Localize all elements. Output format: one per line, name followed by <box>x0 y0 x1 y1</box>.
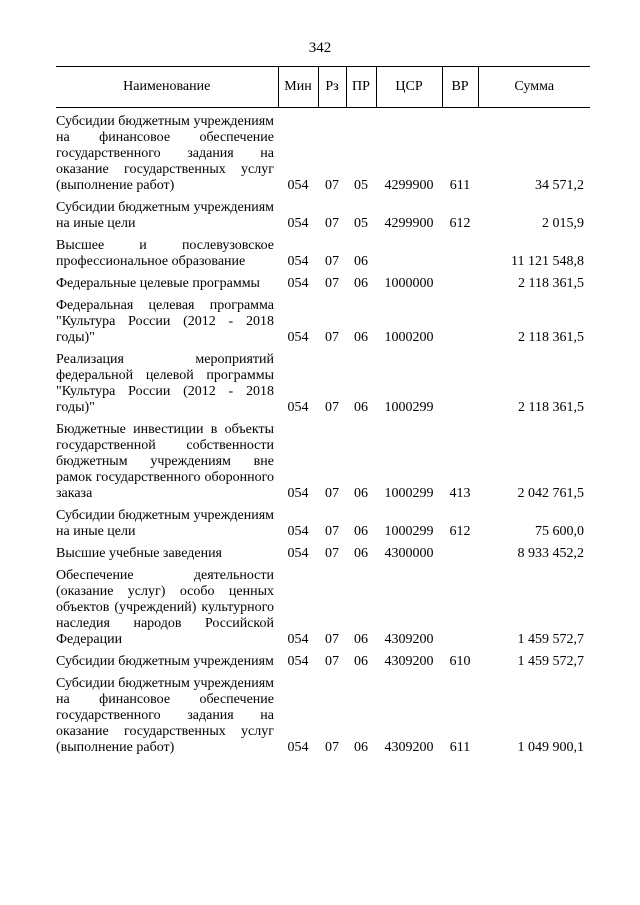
table-row <box>56 292 590 346</box>
table-row <box>56 648 590 670</box>
header-sum: Сумма <box>478 67 590 108</box>
table-row <box>56 108 590 195</box>
header-vr: ВР <box>442 67 478 108</box>
cell-csr: 1000299 <box>384 486 434 501</box>
cell-min: 054 <box>287 330 309 345</box>
cell-csr: 4299900 <box>384 216 434 231</box>
cell-vr: 413 <box>449 486 471 501</box>
cell-min: 054 <box>287 254 309 269</box>
cell-name: Высшие учебные заведения <box>56 546 222 561</box>
cell-csr: 4309200 <box>384 654 434 669</box>
cell-vr: 612 <box>449 216 471 231</box>
table-body <box>56 108 590 757</box>
cell-sum: 11 121 548,8 <box>511 254 584 269</box>
cell-min: 054 <box>287 740 309 755</box>
cell-pr: 06 <box>354 486 368 501</box>
cell-rz: 07 <box>325 330 339 345</box>
header-min: Мин <box>278 67 318 108</box>
cell-csr: 1000000 <box>384 276 434 291</box>
cell-name: Федеральная целевая программа "Культура России (2012 - 2018 годы)" <box>56 298 274 345</box>
cell-name: Субсидии бюджетным учреждениям на иные цели <box>56 200 274 231</box>
table-row <box>56 270 590 292</box>
cell-pr: 06 <box>354 740 368 755</box>
cell-sum: 75 600,0 <box>535 524 584 539</box>
cell-name: Бюджетные инвестиции в объекты государственной собственности бюджетным учреждениям вне рамок государственного оборонного заказа <box>56 422 274 501</box>
cell-rz: 07 <box>325 216 339 231</box>
cell-name: Высшее и послевузовское профессиональное образование <box>56 238 274 269</box>
cell-min: 054 <box>287 400 309 415</box>
cell-min: 054 <box>287 216 309 231</box>
cell-sum: 1 049 900,1 <box>517 740 584 755</box>
cell-pr: 06 <box>354 400 368 415</box>
cell-rz: 07 <box>325 276 339 291</box>
table-row <box>56 502 590 540</box>
header-rz: Рз <box>318 67 346 108</box>
cell-vr <box>442 346 478 416</box>
cell-csr <box>376 232 442 270</box>
cell-rz: 07 <box>325 654 339 669</box>
cell-sum: 2 118 361,5 <box>518 400 584 415</box>
table-row <box>56 194 590 232</box>
cell-pr: 05 <box>354 216 368 231</box>
cell-pr: 06 <box>354 632 368 647</box>
table-row <box>56 540 590 562</box>
cell-vr: 611 <box>449 178 471 193</box>
cell-csr: 4309200 <box>384 632 434 647</box>
cell-sum: 2 118 361,5 <box>518 330 584 345</box>
cell-name: Субсидии бюджетным учреждениям на финансовое обеспечение государственного задания на оказание государственных услуг (выполнение работ) <box>56 676 274 755</box>
cell-name: Субсидии бюджетным учреждениям на финансовое обеспечение государственного задания на оказание государственных услуг (выполнение работ) <box>56 114 274 193</box>
budget-table <box>56 66 590 756</box>
header-csr: ЦСР <box>376 67 442 108</box>
cell-sum: 34 571,2 <box>535 178 584 193</box>
cell-min: 054 <box>287 276 309 291</box>
cell-pr: 05 <box>354 178 368 193</box>
cell-pr: 06 <box>354 524 368 539</box>
table-header <box>56 67 590 108</box>
cell-vr <box>442 292 478 346</box>
cell-rz: 07 <box>325 632 339 647</box>
table-row <box>56 670 590 756</box>
cell-vr: 611 <box>449 740 471 755</box>
header-name: Наименование <box>56 67 278 108</box>
page-number: 342 <box>308 40 332 56</box>
cell-csr: 1000299 <box>384 524 434 539</box>
table-row <box>56 346 590 416</box>
cell-min: 054 <box>287 486 309 501</box>
cell-rz: 07 <box>325 546 339 561</box>
cell-rz: 07 <box>325 740 339 755</box>
cell-vr <box>442 232 478 270</box>
cell-pr: 06 <box>354 330 368 345</box>
cell-pr: 06 <box>354 546 368 561</box>
cell-rz: 07 <box>325 254 339 269</box>
cell-pr: 06 <box>354 276 368 291</box>
cell-csr: 4300000 <box>384 546 434 561</box>
cell-min: 054 <box>287 178 309 193</box>
table-row <box>56 416 590 502</box>
cell-pr: 06 <box>354 254 368 269</box>
cell-rz: 07 <box>325 524 339 539</box>
cell-name: Федеральные целевые программы <box>56 276 260 291</box>
cell-sum: 8 933 452,2 <box>517 546 584 561</box>
cell-vr <box>442 270 478 292</box>
cell-min: 054 <box>287 654 309 669</box>
cell-name: Реализация мероприятий федеральной целевой программы "Культура России (2012 - 2018 годы)" <box>56 352 274 415</box>
cell-vr: 610 <box>449 654 471 669</box>
cell-sum: 1 459 572,7 <box>517 654 584 669</box>
cell-name: Субсидии бюджетным учреждениям на иные цели <box>56 508 274 539</box>
cell-sum: 2 118 361,5 <box>518 276 584 291</box>
cell-vr: 612 <box>449 524 471 539</box>
cell-sum: 2 042 761,5 <box>517 486 584 501</box>
cell-csr: 4299900 <box>384 178 434 193</box>
cell-vr <box>442 540 478 562</box>
cell-csr: 1000200 <box>384 330 434 345</box>
cell-min: 054 <box>287 524 309 539</box>
cell-name: Субсидии бюджетным учреждениям <box>56 654 274 669</box>
cell-sum: 1 459 572,7 <box>517 632 584 647</box>
cell-rz: 07 <box>325 486 339 501</box>
cell-rz: 07 <box>325 178 339 193</box>
cell-min: 054 <box>287 632 309 647</box>
header-pr: ПР <box>346 67 376 108</box>
cell-csr: 4309200 <box>384 740 434 755</box>
table-row <box>56 562 590 648</box>
cell-sum: 2 015,9 <box>542 216 584 231</box>
cell-name: Обеспечение деятельности (оказание услуг) особо ценных объектов (учреждений) культурного наследия народов Российской Федерации <box>56 568 274 647</box>
cell-csr: 1000299 <box>384 400 434 415</box>
cell-vr <box>442 562 478 648</box>
cell-pr: 06 <box>354 654 368 669</box>
cell-rz: 07 <box>325 400 339 415</box>
table-row <box>56 232 590 270</box>
cell-min: 054 <box>287 546 309 561</box>
